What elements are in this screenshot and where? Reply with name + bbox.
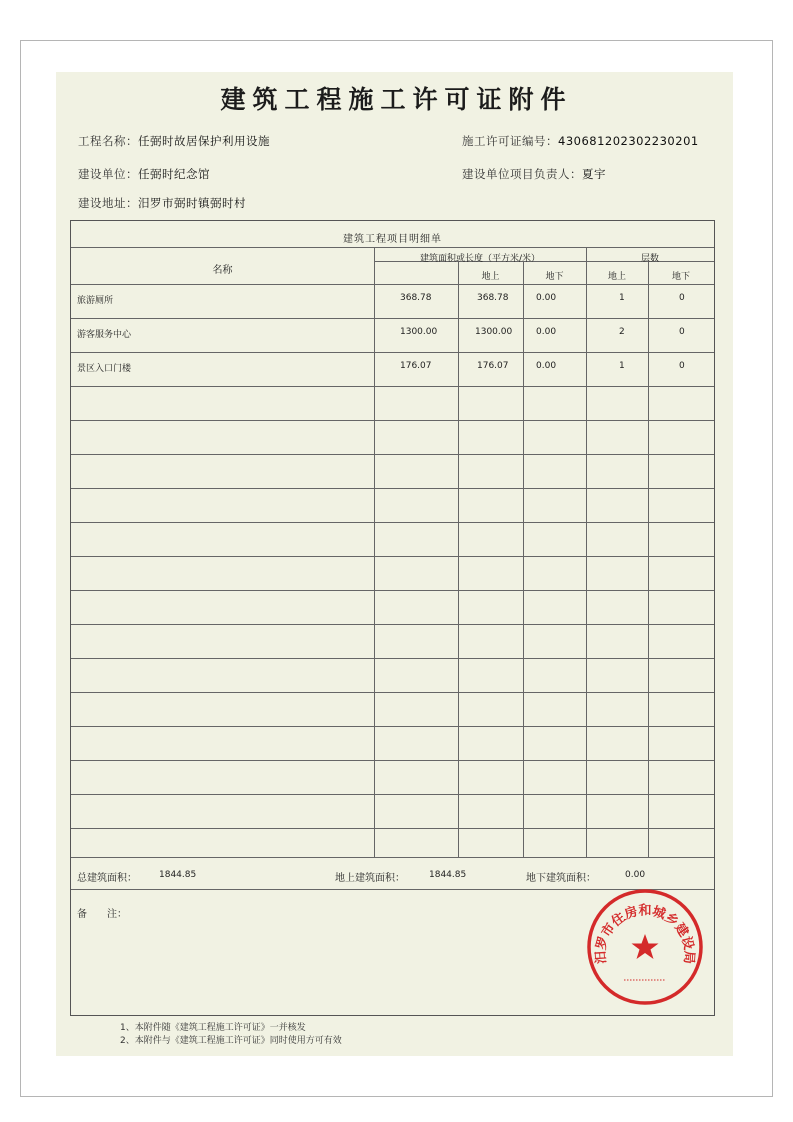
row-1-below: 0.00 — [536, 293, 557, 303]
table-line — [71, 590, 714, 591]
builder-label: 建设单位： — [78, 167, 138, 181]
table-line — [523, 261, 524, 857]
manager-value: 夏宇 — [582, 167, 606, 181]
row-1-floors-above: 1 — [619, 293, 625, 303]
table-line — [71, 522, 714, 523]
address-field — [78, 195, 246, 211]
footnotes — [120, 1022, 342, 1048]
column-header-floors-group: 层数 — [640, 254, 659, 264]
total-area-value: 1844.85 — [159, 870, 197, 880]
remarks-label: 备 注： — [77, 909, 127, 920]
table-line — [71, 760, 714, 761]
column-header-floors-below: 地下 — [671, 272, 690, 282]
table-line — [374, 247, 375, 857]
seal-star-icon — [632, 934, 659, 959]
official-seal-icon — [586, 888, 704, 1006]
table-line — [71, 726, 714, 727]
below-area-label: 地下建筑面积： — [526, 873, 596, 884]
table-line — [71, 794, 714, 795]
table-line — [71, 658, 714, 659]
permit-number-field — [462, 133, 699, 149]
row-3-floors-below: 0 — [679, 361, 685, 371]
table-line — [71, 624, 714, 625]
row-1-above: 368.78 — [477, 293, 509, 303]
table-line — [71, 692, 714, 693]
manager-label: 建设单位项目负责人： — [462, 167, 582, 181]
table-line — [71, 488, 714, 489]
table-line — [71, 454, 714, 455]
column-header-floors-above: 地上 — [607, 272, 626, 282]
manager-field — [462, 166, 606, 182]
project-name-label: 工程名称： — [78, 134, 138, 148]
total-area-label: 总建筑面积： — [77, 873, 137, 884]
row-1-area: 368.78 — [400, 293, 432, 303]
table-line — [71, 247, 714, 248]
project-name-value: 任弼时故居保护利用设施 — [138, 134, 270, 148]
row-2-above: 1300.00 — [475, 327, 513, 337]
table-line — [71, 386, 714, 387]
row-3-below: 0.00 — [536, 361, 557, 371]
row-3-name: 景区入口门楼 — [77, 364, 132, 374]
table-caption: 建筑工程项目明细单 — [343, 234, 442, 245]
column-header-name: 名称 — [212, 265, 233, 276]
address-value: 汨罗市弼时镇弼时村 — [138, 196, 246, 210]
row-2-floors-below: 0 — [679, 327, 685, 337]
table-line — [71, 284, 714, 285]
table-line — [71, 318, 714, 319]
table-line — [586, 247, 587, 857]
table-line — [71, 352, 714, 353]
builder-value: 任弼时纪念馆 — [138, 167, 210, 181]
address-label: 建设地址： — [78, 196, 138, 210]
column-header-area-above: 地上 — [481, 272, 500, 282]
table-line — [458, 261, 459, 857]
row-2-floors-above: 2 — [619, 327, 625, 337]
builder-field — [78, 166, 210, 182]
below-area-value: 0.00 — [625, 870, 646, 880]
footnote-1: 1、本附件随《建筑工程施工许可证》一并核发 — [120, 1023, 306, 1033]
row-3-floors-above: 1 — [619, 361, 625, 371]
above-area-label: 地上建筑面积： — [335, 873, 405, 884]
row-1-floors-below: 0 — [679, 293, 685, 303]
table-line — [71, 828, 714, 829]
footnote-2: 2、本附件与《建筑工程施工许可证》同时使用方可有效 — [120, 1036, 342, 1046]
permit-number-label: 施工许可证编号： — [462, 134, 558, 148]
row-3-above: 176.07 — [477, 361, 509, 371]
project-name-field — [78, 133, 270, 149]
table-line — [71, 556, 714, 557]
row-3-area: 176.07 — [400, 361, 432, 371]
above-area-value: 1844.85 — [429, 870, 467, 880]
column-header-area-group: 建筑面积或长度（平方米/米） — [419, 254, 541, 264]
row-2-area: 1300.00 — [400, 327, 438, 337]
permit-number-value: 430681202302230201 — [558, 134, 699, 148]
table-line — [648, 261, 649, 857]
row-2-name: 游客服务中心 — [77, 330, 132, 340]
table-line — [71, 420, 714, 421]
document-title: 建筑工程施工许可证附件 — [220, 85, 573, 114]
row-1-name: 旅游厕所 — [77, 296, 114, 306]
table-line — [71, 857, 714, 858]
column-header-area-below: 地下 — [545, 272, 564, 282]
row-2-below: 0.00 — [536, 327, 557, 337]
seal-text: 汨罗市住房和城乡建设局 — [593, 903, 697, 965]
